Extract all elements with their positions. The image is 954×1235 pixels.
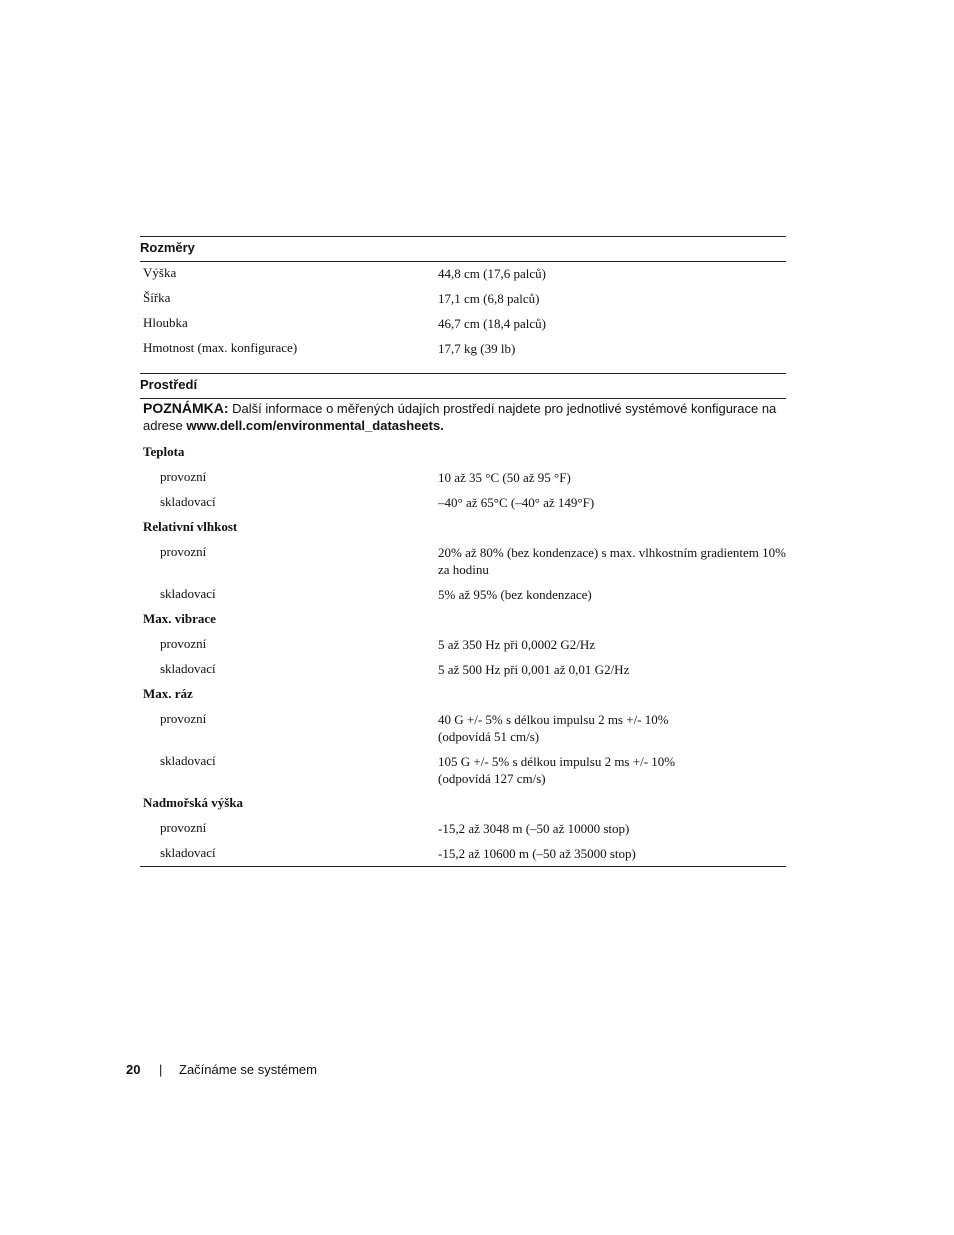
- row-label: provozní: [160, 820, 207, 835]
- note-url: www.dell.com/environmental_datasheets.: [186, 418, 444, 433]
- row-value: –40° až 65°C (–40° až 149°F): [438, 495, 595, 510]
- chapter-title: Začínáme se systémem: [179, 1062, 317, 1077]
- row-label: Hloubka: [143, 315, 188, 330]
- row-value: 17,7 kg (39 lb): [438, 341, 516, 356]
- row-value: -15,2 až 10600 m (–50 až 35000 stop): [438, 846, 636, 861]
- row-value: 40 G +/- 5% s délkou impulsu 2 ms +/- 10% (odpovídá 51 cm/s): [438, 712, 669, 744]
- section-heading-rule: [140, 398, 786, 399]
- row-label: skladovací: [160, 586, 216, 601]
- group-heading: Teplota: [143, 444, 185, 459]
- row-value: 17,1 cm (6,8 palců): [438, 291, 540, 306]
- row-value: 5 až 500 Hz při 0,001 až 0,01 G2/Hz: [438, 662, 630, 677]
- row-label: Výška: [143, 265, 177, 280]
- note-text: Další informace o měřených údajích prostředí najdete pro jednotlivé systémové konfigurace na adrese: [143, 401, 777, 433]
- section-top-rule: [140, 236, 786, 237]
- row-label: skladovací: [160, 494, 216, 509]
- row-label: provozní: [160, 544, 207, 559]
- page-number: 20: [126, 1062, 141, 1077]
- row-label: provozní: [160, 711, 207, 726]
- table-bottom-rule: [140, 866, 786, 867]
- row-value: 105 G +/- 5% s délkou impulsu 2 ms +/- 10% (odpovídá 127 cm/s): [438, 754, 676, 786]
- section-top-rule: [140, 373, 786, 374]
- row-label: skladovací: [160, 845, 216, 860]
- row-label: skladovací: [160, 661, 216, 676]
- note-tag: POZNÁMKA:: [143, 400, 229, 416]
- row-label: skladovací: [160, 753, 216, 768]
- section-heading-environment: Prostředí: [140, 377, 198, 392]
- group-heading: Max. vibrace: [143, 611, 216, 626]
- page-footer: [126, 1062, 317, 1077]
- group-heading: Relativní vlhkost: [143, 519, 238, 534]
- footer-separator: |: [159, 1062, 163, 1077]
- row-label: provozní: [160, 636, 207, 651]
- row-value: 5 až 350 Hz při 0,0002 G2/Hz: [438, 637, 596, 652]
- row-label: provozní: [160, 469, 207, 484]
- section-heading-dimensions: Rozměry: [140, 240, 195, 255]
- row-value: 44,8 cm (17,6 palců): [438, 266, 546, 281]
- row-label: Šířka: [143, 290, 171, 305]
- row-value: 5% až 95% (bez kondenzace): [438, 587, 592, 602]
- group-heading: Max. ráz: [143, 686, 193, 701]
- section-heading-rule: [140, 261, 786, 262]
- row-label: Hmotnost (max. konfigurace): [143, 340, 298, 355]
- group-heading: Nadmořská výška: [143, 795, 244, 810]
- row-value: 20% až 80% (bez kondenzace) s max. vlhkostním gradientem 10% za hodinu: [438, 545, 786, 577]
- row-value: 10 až 35 °C (50 až 95 °F): [438, 470, 571, 485]
- note-block: [143, 400, 783, 434]
- row-value: -15,2 až 3048 m (–50 až 10000 stop): [438, 821, 630, 836]
- row-value: 46,7 cm (18,4 palců): [438, 316, 546, 331]
